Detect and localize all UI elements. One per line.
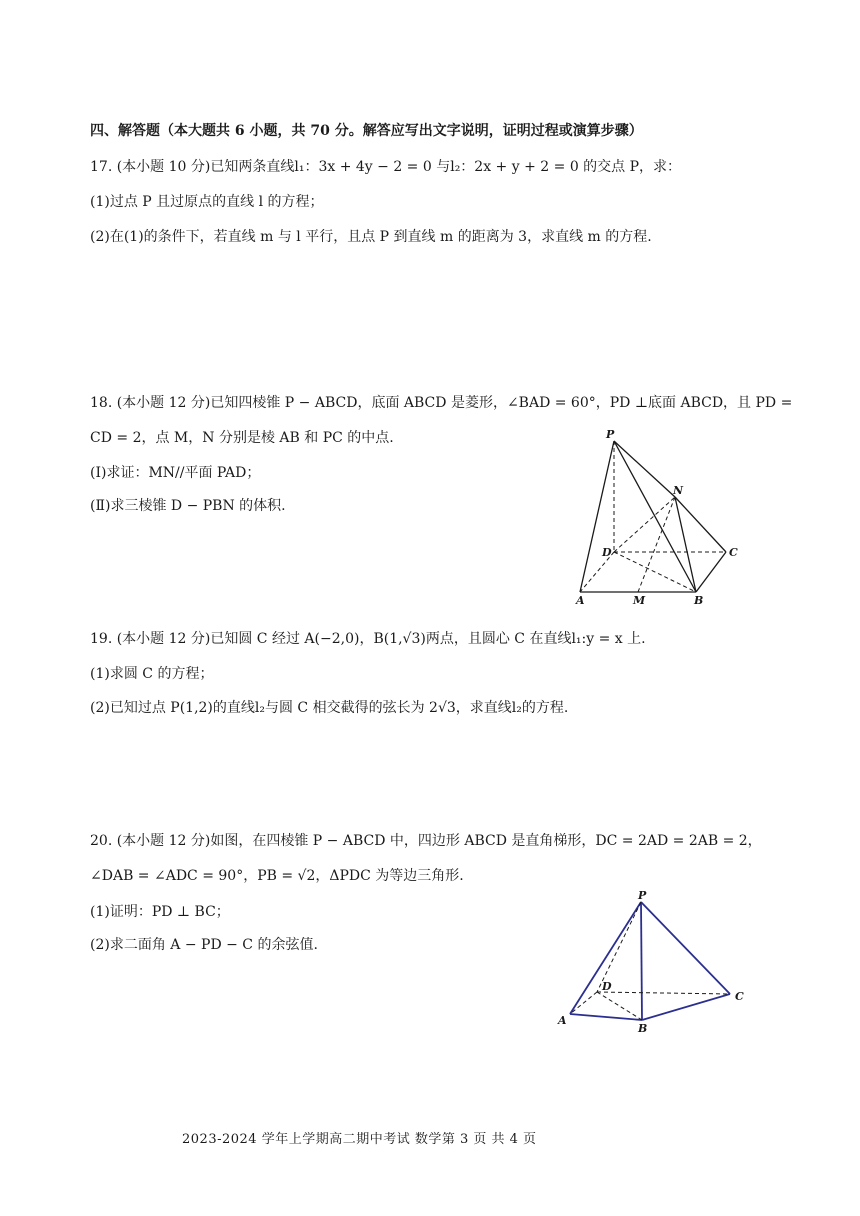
problem-17-line-2: (1)过点 P 且过原点的直线 l 的方程； — [90, 194, 324, 210]
label-p: P — [606, 428, 615, 441]
label-c2: C — [735, 990, 744, 1003]
problem-20-line-2: ∠DAB = ∠ADC = 90°，PB = √2，ΔPDC 为等边三角形. — [90, 868, 464, 884]
pyramid-figure-2 — [552, 890, 752, 1040]
problem-18-line-2: CD = 2，点 M，N 分别是棱 AB 和 PC 的中点. — [90, 430, 394, 446]
label-a: A — [576, 594, 585, 607]
problem-19-line-2: (1)求圆 C 的方程； — [90, 666, 214, 682]
label-c: C — [729, 546, 738, 559]
problem-17-line-1: 17. (本小题 10 分)已知两条直线l₁：3x + 4y − 2 = 0 与l₂：2x + y + 2 = 0 的交点 P，求： — [90, 159, 682, 175]
section-title: 四、解答题（本大题共 6 小题，共 70 分。解答应写出文字说明，证明过程或演算步骤） — [90, 123, 643, 139]
problem-17-line-3: (2)在(1)的条件下，若直线 m 与 l 平行，且点 P 到直线 m 的距离为 3，求直线 m 的方程. — [90, 229, 652, 245]
label-b: B — [694, 594, 704, 607]
label-m: M — [633, 594, 646, 607]
problem-18-line-4: (Ⅱ)求三棱锥 D − PBN 的体积. — [90, 498, 286, 514]
label-b2: B — [638, 1022, 648, 1035]
problem-18-line-1: 18. (本小题 12 分)已知四棱锥 P − ABCD，底面 ABCD 是菱形，∠BAD = 60°，PD ⊥底面 ABCD，且 PD = — [90, 395, 793, 411]
problem-19-line-1: 19. (本小题 12 分)已知圆 C 经过 A(−2,0)，B(1,√3)两点，且圆心 C 在直线l₁:y = x 上. — [90, 631, 646, 647]
page-footer: 2023-2024 学年上学期高二期中考试 数学第 3 页 共 4 页 — [182, 1132, 537, 1147]
problem-20-line-4: (2)求二面角 A − PD − C 的余弦值. — [90, 937, 318, 953]
problem-19-line-3: (2)已知过点 P(1,2)的直线l₂与圆 C 相交截得的弦长为 2√3，求直线l₂的方程. — [90, 700, 569, 716]
label-a2: A — [558, 1014, 567, 1027]
pyramid-figure-1 — [570, 425, 750, 610]
problem-20-line-1: 20. (本小题 12 分)如图，在四棱锥 P − ABCD 中，四边形 ABCD 是直角梯形，DC = 2AD = 2AB = 2， — [90, 833, 762, 849]
label-d2: D — [602, 980, 612, 993]
label-p2: P — [638, 890, 647, 902]
label-n: N — [673, 484, 684, 497]
problem-18-line-3: (Ⅰ)求证：MN//平面 PAD； — [90, 465, 261, 481]
label-d: D — [602, 546, 612, 559]
problem-20-line-3: (1)证明：PD ⊥ BC； — [90, 904, 230, 920]
